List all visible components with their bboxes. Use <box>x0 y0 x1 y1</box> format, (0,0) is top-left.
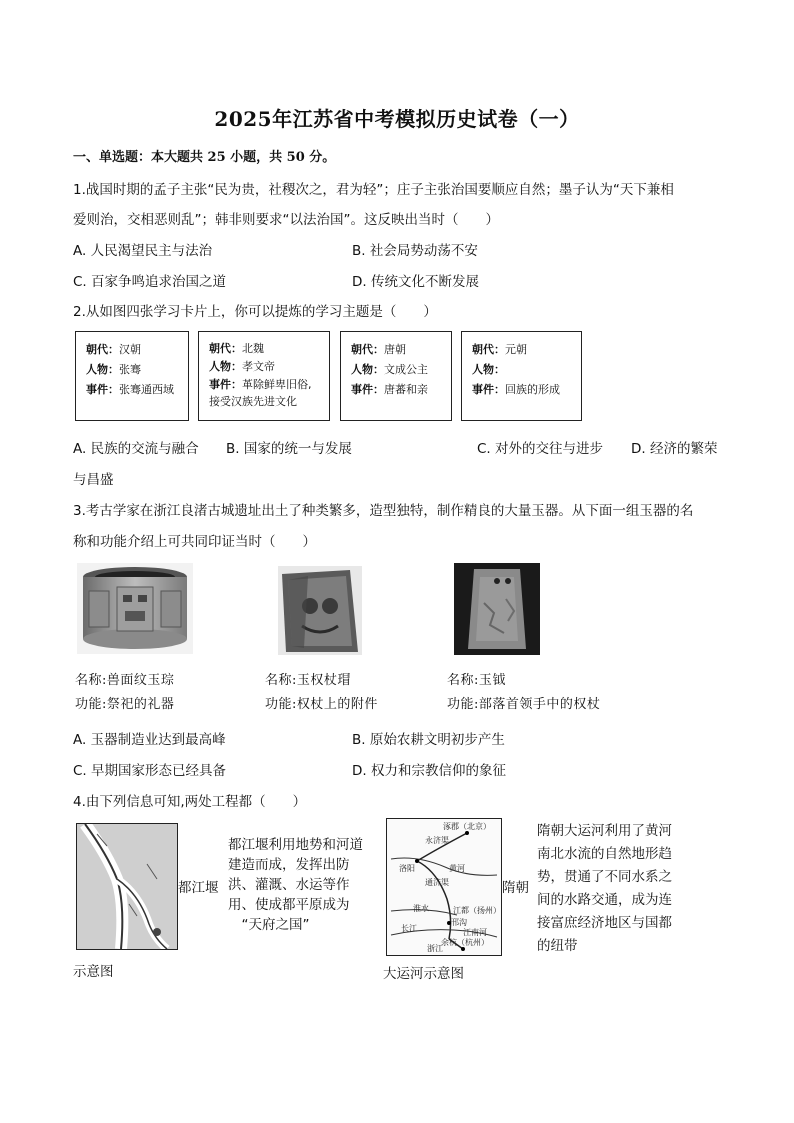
q2-stem: 2.从如图四张学习卡片上，你可以提炼的学习主题是（ ） <box>73 304 437 320</box>
jade-cong-function: 功能:祭祀的礼器 <box>75 697 175 712</box>
q2-option-d-cont: 与昌盛 <box>73 472 114 488</box>
q3-option-c[interactable]: C. 早期国家形态已经具备 <box>73 763 227 779</box>
study-card-tang: 朝代：唐朝 人物：文成公主 事件：唐蕃和亲 <box>340 331 452 421</box>
q3-stem-line2: 称和功能介绍上可共同印证当时（ ） <box>73 534 316 550</box>
q2-option-d[interactable]: D. 经济的繁荣 <box>631 441 718 457</box>
jade-axe-image <box>454 563 540 655</box>
grand-canal-label: 隋朝 <box>502 880 529 896</box>
q2-option-a[interactable]: A. 民族的交流与融合 <box>73 441 199 457</box>
grand-canal-description: 隋朝大运河利用了黄河 南北水流的自然地形趋 势，贯通了不同水系之 间的水路交通，成为连 接富庶经济地区与国都 的纽带 <box>537 823 672 954</box>
q2-option-b[interactable]: B. 国家的统一与发展 <box>226 441 352 457</box>
page-title: 2025年江苏省中考模拟历史试卷（一） <box>214 107 580 131</box>
jade-scepter-name: 名称:玉权杖瑁 <box>265 673 351 688</box>
jade-axe-name: 名称:玉钺 <box>447 673 506 688</box>
grand-canal-map: 涿郡（北京） 永济渠 洛阳 黄河 通济渠 淮水 江都（扬州） 邗沟 长江 江南河 余杭（杭州） 浙江 <box>386 818 502 956</box>
jade-scepter-function: 功能:权杖上的附件 <box>265 697 378 712</box>
q1-stem-line1: 1.战国时期的孟子主张“民为贵，社稷次之，君为轻”；庄子主张治国要顺应自然；墨子认为“天下兼相 <box>73 182 674 198</box>
q1-option-d[interactable]: D. 传统文化不断发展 <box>352 274 479 290</box>
q1-option-b[interactable]: B. 社会局势动荡不安 <box>352 243 478 259</box>
q1-option-a[interactable]: A. 人民渴望民主与法治 <box>73 243 213 259</box>
study-card-han: 朝代：汉朝 人物：张骞 事件：张骞通西域 <box>75 331 189 421</box>
q3-stem-line1: 3.考古学家在浙江良渚古城遗址出土了种类繁多，造型独特，制作精良的大量玉器。从下面一组玉器的名 <box>73 503 694 519</box>
q3-option-d[interactable]: D. 权力和宗教信仰的象征 <box>352 763 506 779</box>
dujiangyan-label: 都江堰 <box>178 880 219 896</box>
study-card-beiwei: 朝代：北魏 人物：孝文帝 事件：革除鲜卑旧俗, 接受汉族先进文化 <box>198 331 330 421</box>
jade-cong-name: 名称:兽面纹玉琮 <box>75 673 175 688</box>
q3-option-a[interactable]: A. 玉器制造业达到最高峰 <box>73 732 226 748</box>
dujiangyan-caption: 示意图 <box>73 964 114 980</box>
dujiangyan-description: 都江堰利用地势和河道 建造而成，发挥出防 洪、灌溉、水运等作 用、使成都平原成为 “天府之国” <box>228 837 363 933</box>
section-heading: 一、单选题：本大题共 25 小题，共 50 分。 <box>73 150 336 165</box>
jade-axe-function: 功能:部落首领手中的权杖 <box>447 697 601 712</box>
q3-option-b[interactable]: B. 原始农耕文明初步产生 <box>352 732 505 748</box>
q4-stem: 4.由下列信息可知,两处工程都（ ） <box>73 794 307 810</box>
jade-scepter-cap-image <box>278 566 362 655</box>
dujiangyan-map <box>76 823 178 950</box>
grand-canal-caption: 大运河示意图 <box>383 966 464 982</box>
jade-cong-image <box>77 563 193 654</box>
q1-option-c[interactable]: C. 百家争鸣追求治国之道 <box>73 274 227 290</box>
q2-option-c[interactable]: C. 对外的交往与进步 <box>477 441 604 457</box>
q1-stem-line2: 爱则治，交相恶则乱”；韩非则要求“以法治国”。这反映出当时（ ） <box>73 212 499 228</box>
study-card-yuan: 朝代：元朝 人物： 事件：回族的形成 <box>461 331 582 421</box>
